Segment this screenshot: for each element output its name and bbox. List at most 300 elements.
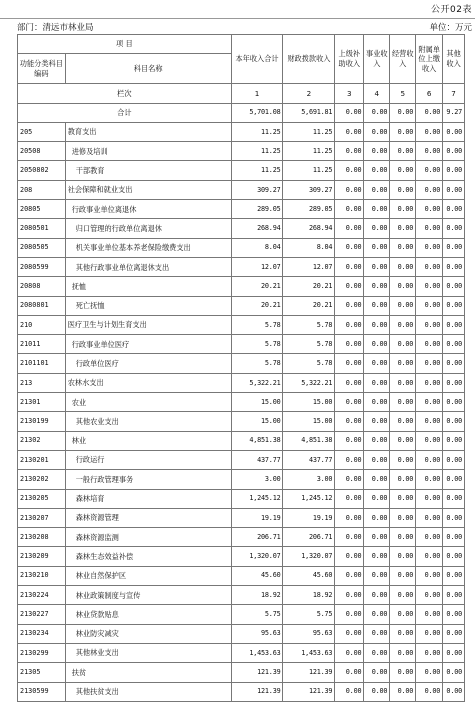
col-index: 1 bbox=[231, 84, 283, 103]
amount-cell: 0.00 bbox=[364, 142, 390, 161]
total-label: 合计 bbox=[18, 103, 232, 122]
amount-cell: 0.00 bbox=[390, 315, 416, 334]
amount-cell: 0.00 bbox=[416, 566, 443, 585]
func-code-cell: 2130299 bbox=[18, 643, 66, 662]
amount-cell: 0.00 bbox=[443, 508, 465, 527]
col-index-label: 栏次 bbox=[18, 84, 232, 103]
total-value: 0.00 bbox=[364, 103, 390, 122]
amount-cell: 5.75 bbox=[283, 605, 335, 624]
amount-cell: 0.00 bbox=[390, 161, 416, 180]
total-value: 5,701.08 bbox=[231, 103, 283, 122]
subject-name-cell: 抚恤 bbox=[65, 277, 231, 296]
amount-cell: 121.39 bbox=[231, 663, 283, 682]
table-row bbox=[18, 335, 465, 354]
subject-name-cell: 林业 bbox=[65, 431, 231, 450]
subject-name-cell: 行政事业单位离退休 bbox=[65, 200, 231, 219]
amount-cell: 0.00 bbox=[335, 528, 364, 547]
header-item: 项 目 bbox=[18, 35, 232, 54]
subject-name-cell: 干部教育 bbox=[65, 161, 231, 180]
amount-cell: 0.00 bbox=[443, 586, 465, 605]
amount-cell: 0.00 bbox=[364, 508, 390, 527]
amount-cell: 0.00 bbox=[335, 643, 364, 662]
subject-name-cell: 其他林业支出 bbox=[65, 643, 231, 662]
header-col-7: 其他收入 bbox=[443, 35, 465, 84]
amount-cell: 0.00 bbox=[364, 373, 390, 392]
amount-cell: 0.00 bbox=[416, 354, 443, 373]
amount-cell: 0.00 bbox=[335, 624, 364, 643]
amount-cell: 0.00 bbox=[335, 566, 364, 585]
amount-cell: 0.00 bbox=[335, 122, 364, 141]
total-value: 5,691.81 bbox=[283, 103, 335, 122]
total-value: 9.27 bbox=[443, 103, 465, 122]
func-code-cell: 2080599 bbox=[18, 257, 66, 276]
func-code-cell: 2080801 bbox=[18, 296, 66, 315]
subject-name-cell: 归口管理的行政单位离退休 bbox=[65, 219, 231, 238]
amount-cell: 0.00 bbox=[364, 180, 390, 199]
amount-cell: 11.25 bbox=[283, 161, 335, 180]
amount-cell: 0.00 bbox=[443, 470, 465, 489]
subject-name-cell: 林业防灾减灾 bbox=[65, 624, 231, 643]
amount-cell: 0.00 bbox=[390, 624, 416, 643]
amount-cell: 0.00 bbox=[364, 277, 390, 296]
subject-name-cell: 农业 bbox=[65, 393, 231, 412]
subject-name-cell: 行政事业单位医疗 bbox=[65, 335, 231, 354]
table-row bbox=[18, 315, 465, 334]
amount-cell: 0.00 bbox=[335, 238, 364, 257]
department-label: 部门：清远市林业局 bbox=[17, 23, 94, 33]
col-index: 4 bbox=[364, 84, 390, 103]
table-row bbox=[18, 180, 465, 199]
amount-cell: 0.00 bbox=[335, 161, 364, 180]
amount-cell: 0.00 bbox=[443, 142, 465, 161]
amount-cell: 0.00 bbox=[443, 315, 465, 334]
amount-cell: 0.00 bbox=[364, 257, 390, 276]
form-number: 公开02表 bbox=[431, 5, 472, 15]
table-row bbox=[18, 142, 465, 161]
subject-name-cell: 行政单位医疗 bbox=[65, 354, 231, 373]
amount-cell: 15.00 bbox=[283, 393, 335, 412]
amount-cell: 0.00 bbox=[364, 296, 390, 315]
func-code-cell: 2130201 bbox=[18, 450, 66, 469]
amount-cell: 0.00 bbox=[364, 624, 390, 643]
subject-name-cell: 其他扶贫支出 bbox=[65, 682, 231, 701]
amount-cell: 5.78 bbox=[231, 315, 283, 334]
amount-cell: 0.00 bbox=[335, 489, 364, 508]
subject-name-cell: 其他农业支出 bbox=[65, 412, 231, 431]
amount-cell: 5,322.21 bbox=[231, 373, 283, 392]
amount-cell: 0.00 bbox=[364, 470, 390, 489]
header-col-5: 经营收入 bbox=[390, 35, 416, 84]
func-code-cell: 2130209 bbox=[18, 547, 66, 566]
func-code-cell: 2050802 bbox=[18, 161, 66, 180]
amount-cell: 0.00 bbox=[335, 586, 364, 605]
amount-cell: 0.00 bbox=[416, 257, 443, 276]
amount-cell: 0.00 bbox=[364, 161, 390, 180]
amount-cell: 0.00 bbox=[443, 547, 465, 566]
func-code-cell: 213 bbox=[18, 373, 66, 392]
table-row bbox=[18, 219, 465, 238]
amount-cell: 0.00 bbox=[390, 566, 416, 585]
amount-cell: 19.19 bbox=[231, 508, 283, 527]
amount-cell: 0.00 bbox=[416, 180, 443, 199]
subject-name-cell: 林业政策制度与宣传 bbox=[65, 586, 231, 605]
amount-cell: 5.78 bbox=[283, 354, 335, 373]
header-col-2: 财政拨款收入 bbox=[283, 35, 335, 84]
table-row bbox=[18, 566, 465, 585]
amount-cell: 0.00 bbox=[335, 412, 364, 431]
func-code-cell: 2080501 bbox=[18, 219, 66, 238]
subject-name-cell: 社会保障和就业支出 bbox=[65, 180, 231, 199]
amount-cell: 11.25 bbox=[283, 122, 335, 141]
amount-cell: 0.00 bbox=[443, 431, 465, 450]
func-code-cell: 21011 bbox=[18, 335, 66, 354]
amount-cell: 11.25 bbox=[283, 142, 335, 161]
report-meta bbox=[0, 18, 475, 33]
amount-cell: 11.25 bbox=[231, 161, 283, 180]
amount-cell: 0.00 bbox=[416, 412, 443, 431]
func-code-cell: 208 bbox=[18, 180, 66, 199]
amount-cell: 437.77 bbox=[283, 450, 335, 469]
total-value: 0.00 bbox=[390, 103, 416, 122]
subject-name-cell: 机关事业单位基本养老保险缴费支出 bbox=[65, 238, 231, 257]
table-row bbox=[18, 489, 465, 508]
amount-cell: 0.00 bbox=[364, 450, 390, 469]
amount-cell: 95.63 bbox=[283, 624, 335, 643]
amount-cell: 0.00 bbox=[390, 200, 416, 219]
amount-cell: 206.71 bbox=[283, 528, 335, 547]
table-row bbox=[18, 296, 465, 315]
table-row bbox=[18, 257, 465, 276]
amount-cell: 0.00 bbox=[364, 335, 390, 354]
amount-cell: 5,322.21 bbox=[283, 373, 335, 392]
amount-cell: 289.05 bbox=[231, 200, 283, 219]
func-code-cell: 2130234 bbox=[18, 624, 66, 643]
amount-cell: 0.00 bbox=[390, 643, 416, 662]
amount-cell: 0.00 bbox=[390, 238, 416, 257]
amount-cell: 0.00 bbox=[416, 431, 443, 450]
amount-cell: 0.00 bbox=[335, 470, 364, 489]
subject-name-cell: 教育支出 bbox=[65, 122, 231, 141]
amount-cell: 121.39 bbox=[283, 663, 335, 682]
func-code-cell: 205 bbox=[18, 122, 66, 141]
amount-cell: 0.00 bbox=[335, 354, 364, 373]
form-header bbox=[0, 0, 475, 18]
amount-cell: 121.39 bbox=[231, 682, 283, 701]
amount-cell: 0.00 bbox=[335, 605, 364, 624]
subject-name-cell: 森林培育 bbox=[65, 489, 231, 508]
amount-cell: 11.25 bbox=[231, 122, 283, 141]
table-row bbox=[18, 624, 465, 643]
table-row bbox=[18, 238, 465, 257]
amount-cell: 0.00 bbox=[416, 219, 443, 238]
amount-cell: 4,851.38 bbox=[283, 431, 335, 450]
amount-cell: 0.00 bbox=[364, 393, 390, 412]
amount-cell: 0.00 bbox=[390, 219, 416, 238]
amount-cell: 0.00 bbox=[335, 180, 364, 199]
table-row bbox=[18, 161, 465, 180]
amount-cell: 0.00 bbox=[335, 200, 364, 219]
func-code-cell: 20508 bbox=[18, 142, 66, 161]
amount-cell: 0.00 bbox=[364, 200, 390, 219]
amount-cell: 0.00 bbox=[335, 219, 364, 238]
amount-cell: 0.00 bbox=[416, 450, 443, 469]
amount-cell: 0.00 bbox=[443, 566, 465, 585]
table-row bbox=[18, 643, 465, 662]
amount-cell: 0.00 bbox=[335, 450, 364, 469]
subject-name-cell: 其他行政事业单位离退休支出 bbox=[65, 257, 231, 276]
amount-cell: 0.00 bbox=[443, 257, 465, 276]
amount-cell: 0.00 bbox=[390, 489, 416, 508]
subject-name-cell: 森林资源监测 bbox=[65, 528, 231, 547]
header-col-3: 上级补助收入 bbox=[335, 35, 364, 84]
amount-cell: 0.00 bbox=[443, 277, 465, 296]
amount-cell: 45.60 bbox=[231, 566, 283, 585]
func-code-cell: 21305 bbox=[18, 663, 66, 682]
func-code-cell: 210 bbox=[18, 315, 66, 334]
amount-cell: 12.07 bbox=[283, 257, 335, 276]
subject-name-cell: 森林资源管理 bbox=[65, 508, 231, 527]
amount-cell: 0.00 bbox=[335, 431, 364, 450]
amount-cell: 0.00 bbox=[416, 200, 443, 219]
amount-cell: 0.00 bbox=[416, 238, 443, 257]
amount-cell: 20.21 bbox=[231, 296, 283, 315]
amount-cell: 0.00 bbox=[416, 663, 443, 682]
amount-cell: 0.00 bbox=[443, 373, 465, 392]
amount-cell: 0.00 bbox=[416, 605, 443, 624]
subject-name-cell: 进修及培训 bbox=[65, 142, 231, 161]
amount-cell: 0.00 bbox=[443, 200, 465, 219]
table-row bbox=[18, 354, 465, 373]
col-index: 5 bbox=[390, 84, 416, 103]
header-func-code: 功能分类科目编码 bbox=[18, 54, 66, 84]
amount-cell: 0.00 bbox=[416, 586, 443, 605]
amount-cell: 268.94 bbox=[231, 219, 283, 238]
amount-cell: 0.00 bbox=[364, 412, 390, 431]
func-code-cell: 2130199 bbox=[18, 412, 66, 431]
amount-cell: 0.00 bbox=[416, 122, 443, 141]
amount-cell: 1,453.63 bbox=[231, 643, 283, 662]
amount-cell: 0.00 bbox=[390, 470, 416, 489]
header-col-6: 附属单位上缴收入 bbox=[416, 35, 443, 84]
amount-cell: 0.00 bbox=[390, 508, 416, 527]
amount-cell: 0.00 bbox=[390, 122, 416, 141]
func-code-cell: 2130208 bbox=[18, 528, 66, 547]
subject-name-cell: 一般行政管理事务 bbox=[65, 470, 231, 489]
amount-cell: 0.00 bbox=[364, 547, 390, 566]
amount-cell: 5.78 bbox=[283, 335, 335, 354]
income-budget-table bbox=[17, 34, 465, 702]
amount-cell: 0.00 bbox=[416, 373, 443, 392]
amount-cell: 0.00 bbox=[364, 219, 390, 238]
amount-cell: 0.00 bbox=[335, 296, 364, 315]
amount-cell: 0.00 bbox=[416, 643, 443, 662]
amount-cell: 0.00 bbox=[416, 528, 443, 547]
amount-cell: 15.00 bbox=[231, 412, 283, 431]
amount-cell: 0.00 bbox=[364, 528, 390, 547]
amount-cell: 0.00 bbox=[390, 586, 416, 605]
amount-cell: 0.00 bbox=[364, 489, 390, 508]
amount-cell: 0.00 bbox=[443, 412, 465, 431]
subject-name-cell: 林业自然保护区 bbox=[65, 566, 231, 585]
table-row bbox=[18, 605, 465, 624]
subject-name-cell: 医疗卫生与计划生育支出 bbox=[65, 315, 231, 334]
amount-cell: 0.00 bbox=[416, 142, 443, 161]
amount-cell: 1,320.07 bbox=[231, 547, 283, 566]
amount-cell: 0.00 bbox=[416, 682, 443, 701]
amount-cell: 0.00 bbox=[390, 528, 416, 547]
amount-cell: 0.00 bbox=[364, 663, 390, 682]
total-row bbox=[18, 103, 465, 122]
table-row bbox=[18, 663, 465, 682]
amount-cell: 0.00 bbox=[390, 180, 416, 199]
amount-cell: 15.00 bbox=[231, 393, 283, 412]
col-index: 7 bbox=[443, 84, 465, 103]
amount-cell: 0.00 bbox=[335, 373, 364, 392]
amount-cell: 0.00 bbox=[416, 315, 443, 334]
amount-cell: 4,851.38 bbox=[231, 431, 283, 450]
amount-cell: 309.27 bbox=[231, 180, 283, 199]
header-subject-name: 科目名称 bbox=[65, 54, 231, 84]
amount-cell: 0.00 bbox=[335, 257, 364, 276]
amount-cell: 0.00 bbox=[390, 142, 416, 161]
amount-cell: 5.78 bbox=[283, 315, 335, 334]
func-code-cell: 2080505 bbox=[18, 238, 66, 257]
amount-cell: 0.00 bbox=[335, 393, 364, 412]
col-index: 3 bbox=[335, 84, 364, 103]
header-col-4: 事业收入 bbox=[364, 35, 390, 84]
amount-cell: 0.00 bbox=[390, 663, 416, 682]
amount-cell: 5.75 bbox=[231, 605, 283, 624]
amount-cell: 1,245.12 bbox=[283, 489, 335, 508]
amount-cell: 0.00 bbox=[335, 277, 364, 296]
amount-cell: 0.00 bbox=[335, 663, 364, 682]
table-row bbox=[18, 200, 465, 219]
amount-cell: 0.00 bbox=[443, 354, 465, 373]
amount-cell: 289.05 bbox=[283, 200, 335, 219]
amount-cell: 0.00 bbox=[416, 277, 443, 296]
amount-cell: 0.00 bbox=[390, 682, 416, 701]
amount-cell: 0.00 bbox=[443, 296, 465, 315]
amount-cell: 0.00 bbox=[364, 643, 390, 662]
amount-cell: 0.00 bbox=[390, 354, 416, 373]
func-code-cell: 2130210 bbox=[18, 566, 66, 585]
amount-cell: 0.00 bbox=[390, 335, 416, 354]
amount-cell: 0.00 bbox=[390, 431, 416, 450]
amount-cell: 0.00 bbox=[416, 470, 443, 489]
amount-cell: 0.00 bbox=[364, 586, 390, 605]
amount-cell: 15.00 bbox=[283, 412, 335, 431]
amount-cell: 12.07 bbox=[231, 257, 283, 276]
amount-cell: 0.00 bbox=[416, 547, 443, 566]
amount-cell: 45.60 bbox=[283, 566, 335, 585]
total-value: 0.00 bbox=[416, 103, 443, 122]
amount-cell: 121.39 bbox=[283, 682, 335, 701]
amount-cell: 0.00 bbox=[416, 296, 443, 315]
amount-cell: 95.63 bbox=[231, 624, 283, 643]
func-code-cell: 20805 bbox=[18, 200, 66, 219]
amount-cell: 0.00 bbox=[390, 393, 416, 412]
func-code-cell: 2130224 bbox=[18, 586, 66, 605]
table-row bbox=[18, 412, 465, 431]
col-index: 6 bbox=[416, 84, 443, 103]
amount-cell: 0.00 bbox=[335, 508, 364, 527]
amount-cell: 0.00 bbox=[443, 643, 465, 662]
amount-cell: 0.00 bbox=[390, 257, 416, 276]
amount-cell: 0.00 bbox=[443, 450, 465, 469]
amount-cell: 0.00 bbox=[335, 335, 364, 354]
subject-name-cell: 农林水支出 bbox=[65, 373, 231, 392]
table-row bbox=[18, 528, 465, 547]
amount-cell: 0.00 bbox=[443, 180, 465, 199]
amount-cell: 3.00 bbox=[231, 470, 283, 489]
table-row bbox=[18, 431, 465, 450]
table-row bbox=[18, 586, 465, 605]
amount-cell: 0.00 bbox=[443, 161, 465, 180]
amount-cell: 1,320.07 bbox=[283, 547, 335, 566]
amount-cell: 20.21 bbox=[283, 277, 335, 296]
amount-cell: 0.00 bbox=[364, 431, 390, 450]
amount-cell: 0.00 bbox=[364, 238, 390, 257]
amount-cell: 0.00 bbox=[364, 605, 390, 624]
func-code-cell: 2130202 bbox=[18, 470, 66, 489]
func-code-cell: 2130599 bbox=[18, 682, 66, 701]
subject-name-cell: 行政运行 bbox=[65, 450, 231, 469]
amount-cell: 0.00 bbox=[443, 528, 465, 547]
table-row bbox=[18, 277, 465, 296]
amount-cell: 0.00 bbox=[443, 122, 465, 141]
amount-cell: 0.00 bbox=[390, 277, 416, 296]
amount-cell: 0.00 bbox=[390, 605, 416, 624]
amount-cell: 0.00 bbox=[416, 624, 443, 643]
amount-cell: 0.00 bbox=[443, 605, 465, 624]
total-value: 0.00 bbox=[335, 103, 364, 122]
table-row bbox=[18, 122, 465, 141]
amount-cell: 0.00 bbox=[335, 142, 364, 161]
func-code-cell: 2101101 bbox=[18, 354, 66, 373]
amount-cell: 268.94 bbox=[283, 219, 335, 238]
amount-cell: 19.19 bbox=[283, 508, 335, 527]
subject-name-cell: 扶贫 bbox=[65, 663, 231, 682]
amount-cell: 1,453.63 bbox=[283, 643, 335, 662]
table-row bbox=[18, 682, 465, 701]
amount-cell: 0.00 bbox=[390, 412, 416, 431]
func-code-cell: 21301 bbox=[18, 393, 66, 412]
amount-cell: 0.00 bbox=[443, 682, 465, 701]
amount-cell: 0.00 bbox=[390, 296, 416, 315]
amount-cell: 3.00 bbox=[283, 470, 335, 489]
subject-name-cell: 林业贷款贴息 bbox=[65, 605, 231, 624]
table-row bbox=[18, 373, 465, 392]
amount-cell: 0.00 bbox=[364, 682, 390, 701]
amount-cell: 0.00 bbox=[443, 663, 465, 682]
table-row bbox=[18, 393, 465, 412]
table-row bbox=[18, 470, 465, 489]
amount-cell: 11.25 bbox=[231, 142, 283, 161]
amount-cell: 0.00 bbox=[335, 547, 364, 566]
amount-cell: 1,245.12 bbox=[231, 489, 283, 508]
amount-cell: 0.00 bbox=[416, 489, 443, 508]
unit-label: 单位：万元 bbox=[429, 23, 472, 33]
func-code-cell: 20808 bbox=[18, 277, 66, 296]
amount-cell: 5.78 bbox=[231, 335, 283, 354]
header-col-1: 本年收入合计 bbox=[231, 35, 283, 84]
subject-name-cell: 森林生态效益补偿 bbox=[65, 547, 231, 566]
func-code-cell: 21302 bbox=[18, 431, 66, 450]
func-code-cell: 2130227 bbox=[18, 605, 66, 624]
amount-cell: 5.78 bbox=[231, 354, 283, 373]
amount-cell: 18.92 bbox=[283, 586, 335, 605]
func-code-cell: 2130205 bbox=[18, 489, 66, 508]
